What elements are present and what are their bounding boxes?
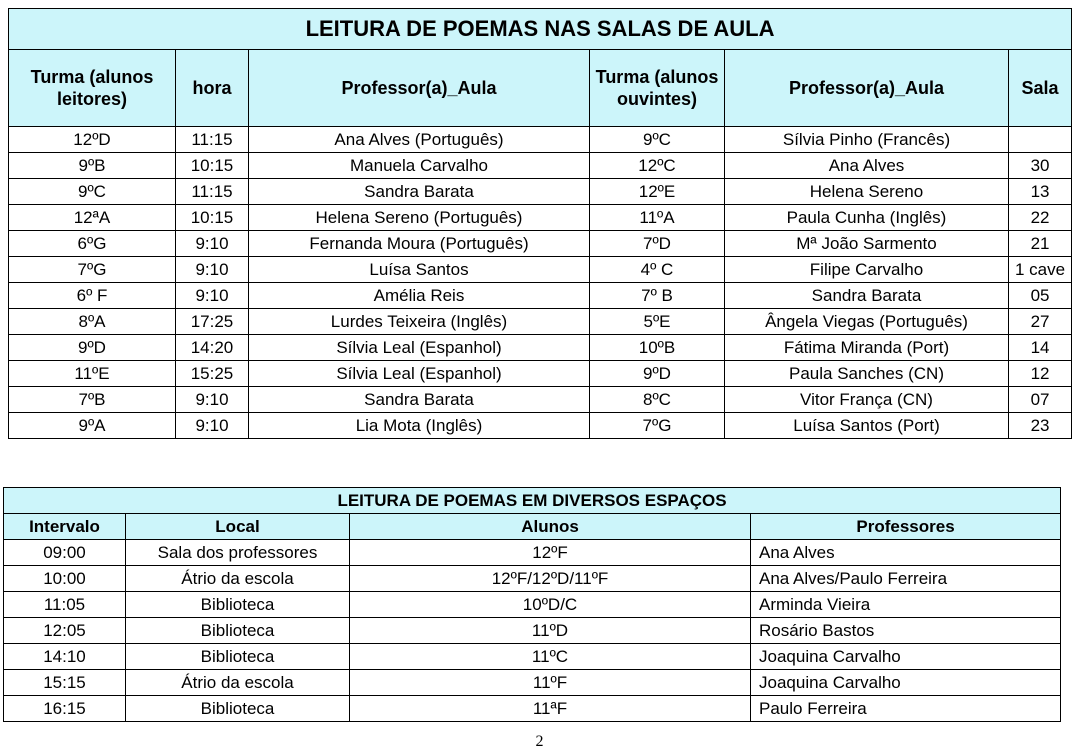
table-row — [9, 257, 1072, 283]
table-cell: Joaquina Carvalho — [751, 644, 1061, 670]
table-cell: 12ºF — [350, 540, 751, 566]
table-cell: 4º C — [590, 257, 725, 283]
table-row — [4, 566, 1061, 592]
table-cell: 15:15 — [4, 670, 126, 696]
table-cell: Lurdes Teixeira (Inglês) — [249, 309, 590, 335]
table-cell: 11ºF — [350, 670, 751, 696]
table-cell: 7ºD — [590, 231, 725, 257]
table-header-row — [4, 514, 1061, 540]
column-header: hora — [176, 50, 249, 127]
table-body — [9, 127, 1072, 439]
table-cell: 10:15 — [176, 153, 249, 179]
table-cell: 7º B — [590, 283, 725, 309]
table-cell: 6ºG — [9, 231, 176, 257]
table-row — [9, 153, 1072, 179]
page-number: 2 — [535, 733, 544, 750]
table-row — [9, 283, 1072, 309]
table-cell: 5ºE — [590, 309, 725, 335]
column-header: Turma (alunos ouvintes) — [590, 50, 725, 127]
table-header-row — [9, 50, 1072, 127]
table-row — [9, 205, 1072, 231]
table-cell: 16:15 — [4, 696, 126, 722]
table-row — [4, 592, 1061, 618]
table-row — [4, 670, 1061, 696]
table-cell: 9ºA — [9, 413, 176, 439]
table-cell: Paulo Ferreira — [751, 696, 1061, 722]
table-cell: 9ºC — [590, 127, 725, 153]
table-cell: 14:20 — [176, 335, 249, 361]
table-cell: Filipe Carvalho — [725, 257, 1009, 283]
table-cell: 15:25 — [176, 361, 249, 387]
table-cell: Arminda Vieira — [751, 592, 1061, 618]
table-cell: Átrio da escola — [126, 670, 350, 696]
table-cell: 8ºA — [9, 309, 176, 335]
table-cell — [1009, 127, 1072, 153]
table-cell: 9ºD — [9, 335, 176, 361]
classroom-readings-table — [8, 8, 1072, 439]
table-cell: 11:15 — [176, 127, 249, 153]
column-header: Professor(a)_Aula — [249, 50, 590, 127]
table-cell: 11:05 — [4, 592, 126, 618]
table-cell: Átrio da escola — [126, 566, 350, 592]
table-row — [4, 618, 1061, 644]
column-header: Local — [126, 514, 350, 540]
table-row — [9, 127, 1072, 153]
table-cell: 07 — [1009, 387, 1072, 413]
table-cell: 9:10 — [176, 387, 249, 413]
table-cell: Luísa Santos (Port) — [725, 413, 1009, 439]
table-cell: 7ºG — [590, 413, 725, 439]
table-cell: Sala dos professores — [126, 540, 350, 566]
table-cell: 22 — [1009, 205, 1072, 231]
table-title: LEITURA DE POEMAS EM DIVERSOS ESPAÇOS — [4, 488, 1061, 514]
column-header: Turma (alunos leitores) — [9, 50, 176, 127]
table-cell: 11ºC — [350, 644, 751, 670]
table-cell: Sílvia Leal (Espanhol) — [249, 361, 590, 387]
table-cell: 14 — [1009, 335, 1072, 361]
table-cell: 12ºD — [9, 127, 176, 153]
table-cell: 10:15 — [176, 205, 249, 231]
table-cell: Ana Alves (Português) — [249, 127, 590, 153]
table-cell: 05 — [1009, 283, 1072, 309]
table-cell: Luísa Santos — [249, 257, 590, 283]
table-row — [9, 179, 1072, 205]
table-cell: Ana Alves — [751, 540, 1061, 566]
table-cell: Biblioteca — [126, 644, 350, 670]
table-cell: 13 — [1009, 179, 1072, 205]
table-row — [9, 335, 1072, 361]
table-cell: 12:05 — [4, 618, 126, 644]
table-cell: Ana Alves/Paulo Ferreira — [751, 566, 1061, 592]
table-row — [9, 387, 1072, 413]
table-cell: Helena Sereno — [725, 179, 1009, 205]
table-cell: Biblioteca — [126, 696, 350, 722]
table-cell: Helena Sereno (Português) — [249, 205, 590, 231]
table-cell: Sandra Barata — [725, 283, 1009, 309]
table-cell: 11ºA — [590, 205, 725, 231]
table-cell: 9ºC — [9, 179, 176, 205]
table-cell: 12ºF/12ºD/11ºF — [350, 566, 751, 592]
table-cell: 12ªA — [9, 205, 176, 231]
table-cell: Vitor França (CN) — [725, 387, 1009, 413]
table-cell: 9ºB — [9, 153, 176, 179]
table-cell: 1 cave — [1009, 257, 1072, 283]
table-cell: 12ºE — [590, 179, 725, 205]
table-row — [9, 361, 1072, 387]
table-row — [9, 413, 1072, 439]
table-cell: Sandra Barata — [249, 179, 590, 205]
column-header: Sala — [1009, 50, 1072, 127]
table-body — [4, 540, 1061, 722]
table-cell: 10ºD/C — [350, 592, 751, 618]
column-header: Intervalo — [4, 514, 126, 540]
table-cell: Manuela Carvalho — [249, 153, 590, 179]
table-cell: 11ªF — [350, 696, 751, 722]
table-cell: 9ºD — [590, 361, 725, 387]
table-cell: Amélia Reis — [249, 283, 590, 309]
various-spaces-readings-table — [3, 487, 1061, 722]
table-cell: 17:25 — [176, 309, 249, 335]
table-cell: Lia Mota (Inglês) — [249, 413, 590, 439]
table-cell: 9:10 — [176, 257, 249, 283]
table-cell: 21 — [1009, 231, 1072, 257]
table-cell: 30 — [1009, 153, 1072, 179]
table-cell: Ângela Viegas (Português) — [725, 309, 1009, 335]
table-cell: 27 — [1009, 309, 1072, 335]
table-cell: 7ºG — [9, 257, 176, 283]
table-cell: Sílvia Pinho (Francês) — [725, 127, 1009, 153]
table-cell: 8ºC — [590, 387, 725, 413]
table-cell: 11ºE — [9, 361, 176, 387]
table-cell: Paula Cunha (Inglês) — [725, 205, 1009, 231]
table-cell: Fátima Miranda (Port) — [725, 335, 1009, 361]
table-cell: 9:10 — [176, 413, 249, 439]
table-cell: Mª João Sarmento — [725, 231, 1009, 257]
table-cell: Joaquina Carvalho — [751, 670, 1061, 696]
table-row — [4, 644, 1061, 670]
table-cell: Rosário Bastos — [751, 618, 1061, 644]
table-cell: Ana Alves — [725, 153, 1009, 179]
table-cell: Sílvia Leal (Espanhol) — [249, 335, 590, 361]
table-cell: 23 — [1009, 413, 1072, 439]
table-cell: 11:15 — [176, 179, 249, 205]
table-cell: Paula Sanches (CN) — [725, 361, 1009, 387]
table-cell: Fernanda Moura (Português) — [249, 231, 590, 257]
table-row — [9, 309, 1072, 335]
table-cell: 7ºB — [9, 387, 176, 413]
table-row — [9, 231, 1072, 257]
table-cell: Sandra Barata — [249, 387, 590, 413]
table-cell: 12ºC — [590, 153, 725, 179]
table-cell: 9:10 — [176, 283, 249, 309]
table-cell: 10ºB — [590, 335, 725, 361]
table-row — [4, 696, 1061, 722]
column-header: Professor(a)_Aula — [725, 50, 1009, 127]
table-cell: Biblioteca — [126, 592, 350, 618]
table-cell: 14:10 — [4, 644, 126, 670]
table-cell: 12 — [1009, 361, 1072, 387]
table-cell: 11ºD — [350, 618, 751, 644]
table-cell: 9:10 — [176, 231, 249, 257]
table-cell: 10:00 — [4, 566, 126, 592]
table-cell: 6º F — [9, 283, 176, 309]
table-cell: 09:00 — [4, 540, 126, 566]
table-row — [4, 540, 1061, 566]
table-cell: Biblioteca — [126, 618, 350, 644]
table-title: LEITURA DE POEMAS NAS SALAS DE AULA — [9, 9, 1072, 50]
column-header: Professores — [751, 514, 1061, 540]
column-header: Alunos — [350, 514, 751, 540]
